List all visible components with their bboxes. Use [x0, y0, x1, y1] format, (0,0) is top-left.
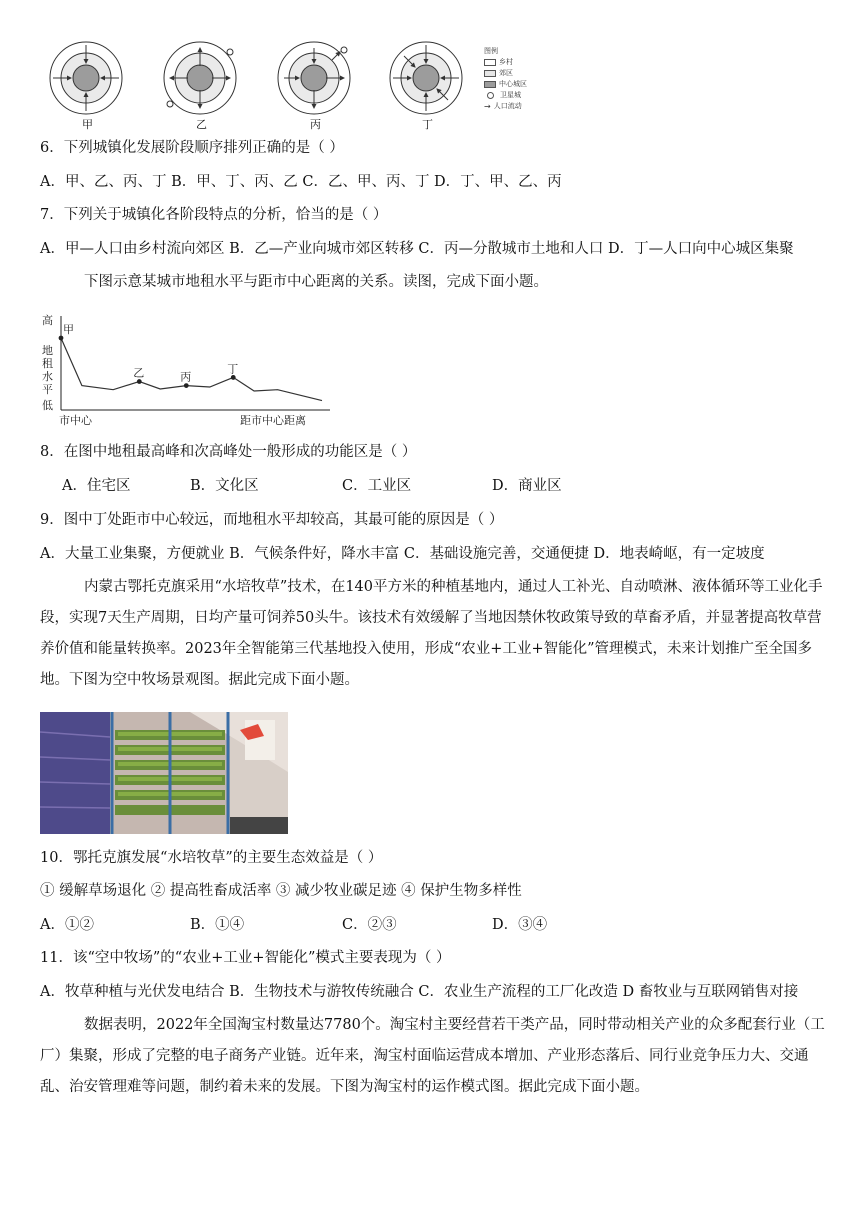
diagram-jia: [50, 42, 122, 114]
sky-ranch-photo: [40, 712, 288, 834]
legend-item-suburb: 郊区: [484, 68, 527, 79]
q8-option-b: B．文化区: [190, 478, 259, 494]
q10-option-c: C．②③: [342, 917, 397, 933]
intro-hydroponic: 内蒙古鄂托克旗采用“水培牧草”技术，在140平方米的种植基地内，通过人工补光、自动喷淋、液体循环等工业化手段，实现7天生产周期，日均产量可饲养50头牛。该技术有效缓解了当地因禁休牧政策导致的草畜矛盾，并显著提高牧草营养价值和能量转换率。2023年全智能第三代基地投入使用，形成“农业+工业+智能化”管理模式，未来计划推广至全国多地。下图为空中牧场景观图。据此完成下面小题。: [40, 579, 823, 688]
q9-stem: 9．图中丁处距市中心较远，而地租水平却较高，其最可能的原因是（ ）: [40, 512, 504, 528]
y-low-label: 低: [42, 399, 53, 412]
legend-item-center: 中心城区: [484, 79, 527, 90]
q8-option-a: A．住宅区: [62, 478, 131, 494]
diagram-label-bing: 丙: [310, 118, 321, 131]
x-origin-label: 市中心: [59, 414, 92, 427]
y-axis-label-char: 水: [42, 370, 53, 383]
q10-option-a: A．①②: [40, 917, 94, 933]
diagram-bing: [278, 42, 350, 114]
x-axis-label: 距市中心距离: [240, 414, 306, 427]
legend-title: 图例: [484, 47, 498, 55]
legend-item-flow: → 人口流动: [484, 102, 522, 111]
y-axis-label-char: 地: [42, 344, 53, 357]
rent-curve: [61, 338, 322, 401]
rent-point-label-5: 丙: [180, 370, 192, 384]
rent-point-3: [137, 379, 142, 384]
diagram-ding: [390, 42, 462, 114]
rent-point-label-0: 甲: [63, 323, 74, 336]
q11-stem: 11．该“空中牧场”的“农业+工业+智能化”模式主要表现为（ ）: [40, 950, 451, 966]
rent-point-label-7: 丁: [227, 362, 239, 376]
legend-item-village: 乡村: [484, 57, 527, 68]
intro-taobao: 数据表明，2022年全国淘宝村数量达7780个。淘宝村主要经营若干类产品，同时带动相关产业的众多配套行业（工厂）集聚，形成了完整的电子商务产业链。近年来，淘宝村面临运营成本增加、产业形态落后、同行业竞争压力大、交通乱、治安管理难等问题，制约着未来的发展。下图为淘宝村的运作模式图。据此完成下面小题。: [40, 1017, 825, 1095]
q10-stem: 10．鄂托克旗发展“水培牧草”的主要生态效益是（ ）: [40, 850, 383, 866]
diagram-label-jia: 甲: [82, 118, 93, 131]
q8-option-d: D．商业区: [492, 478, 562, 494]
q10-statements: ① 缓解草场退化 ② 提高牲畜成活率 ③ 减少牧业碳足迹 ④ 保护生物多样性: [40, 883, 522, 899]
rent-point-0: [59, 336, 64, 341]
rent-chart-svg: [40, 308, 340, 428]
rent-point-label-3: 乙: [133, 366, 145, 380]
y-high-label: 高: [42, 314, 53, 327]
rent-point-5: [184, 383, 189, 388]
y-axis-label: [42, 343, 53, 396]
q6-stem: 6．下列城镇化发展阶段顺序排列正确的是（ ）: [40, 140, 344, 156]
diagram-label-ding: 丁: [422, 118, 433, 131]
q7-stem: 7．下列关于城镇化各阶段特点的分析，恰当的是（ ）: [40, 207, 388, 223]
intro-rent: 下图示意某城市地租水平与距市中心距离的关系。读图，完成下面小题。: [84, 274, 548, 290]
q8-option-c: C．工业区: [342, 478, 412, 494]
q10-option-b: B．①④: [190, 917, 245, 933]
y-axis-label-char: 平: [42, 383, 53, 396]
rent-chart: [40, 308, 340, 428]
q11-options: A．牧草种植与光伏发电结合 B．生物技术与游牧传统融合 C．农业生产流程的工厂化改造 D 畜牧业与互联网销售对接: [40, 984, 799, 1000]
q7-options: A．甲—人口由乡村流向郊区 B．乙—产业向城市郊区转移 C．丙—分散城市土地和人口 D．丁—人口向中心城区集聚: [40, 241, 794, 257]
q6-options: A．甲、乙、丙、丁 B．甲、丁、丙、乙 C．乙、甲、丙、丁 D．丁、甲、乙、丙: [40, 174, 562, 190]
y-axis-label-char: 租: [42, 357, 53, 370]
diagram-legend: [484, 46, 527, 112]
diagram-yi: [164, 42, 236, 114]
legend-item-satellite: 卫星城: [484, 90, 527, 101]
q10-option-d: D．③④: [492, 917, 548, 933]
q8-stem: 8．在图中地租最高峰和次高峰处一般形成的功能区是（ ）: [40, 444, 417, 460]
q9-options: A．大量工业集聚，方便就业 B．气候条件好，降水丰富 C．基础设施完善，交通便捷 D．地表崎岖，有一定坡度: [40, 546, 765, 562]
sky-ranch-photo-svg: [40, 712, 288, 834]
diagram-label-yi: 乙: [196, 118, 207, 131]
rent-point-7: [231, 375, 236, 380]
